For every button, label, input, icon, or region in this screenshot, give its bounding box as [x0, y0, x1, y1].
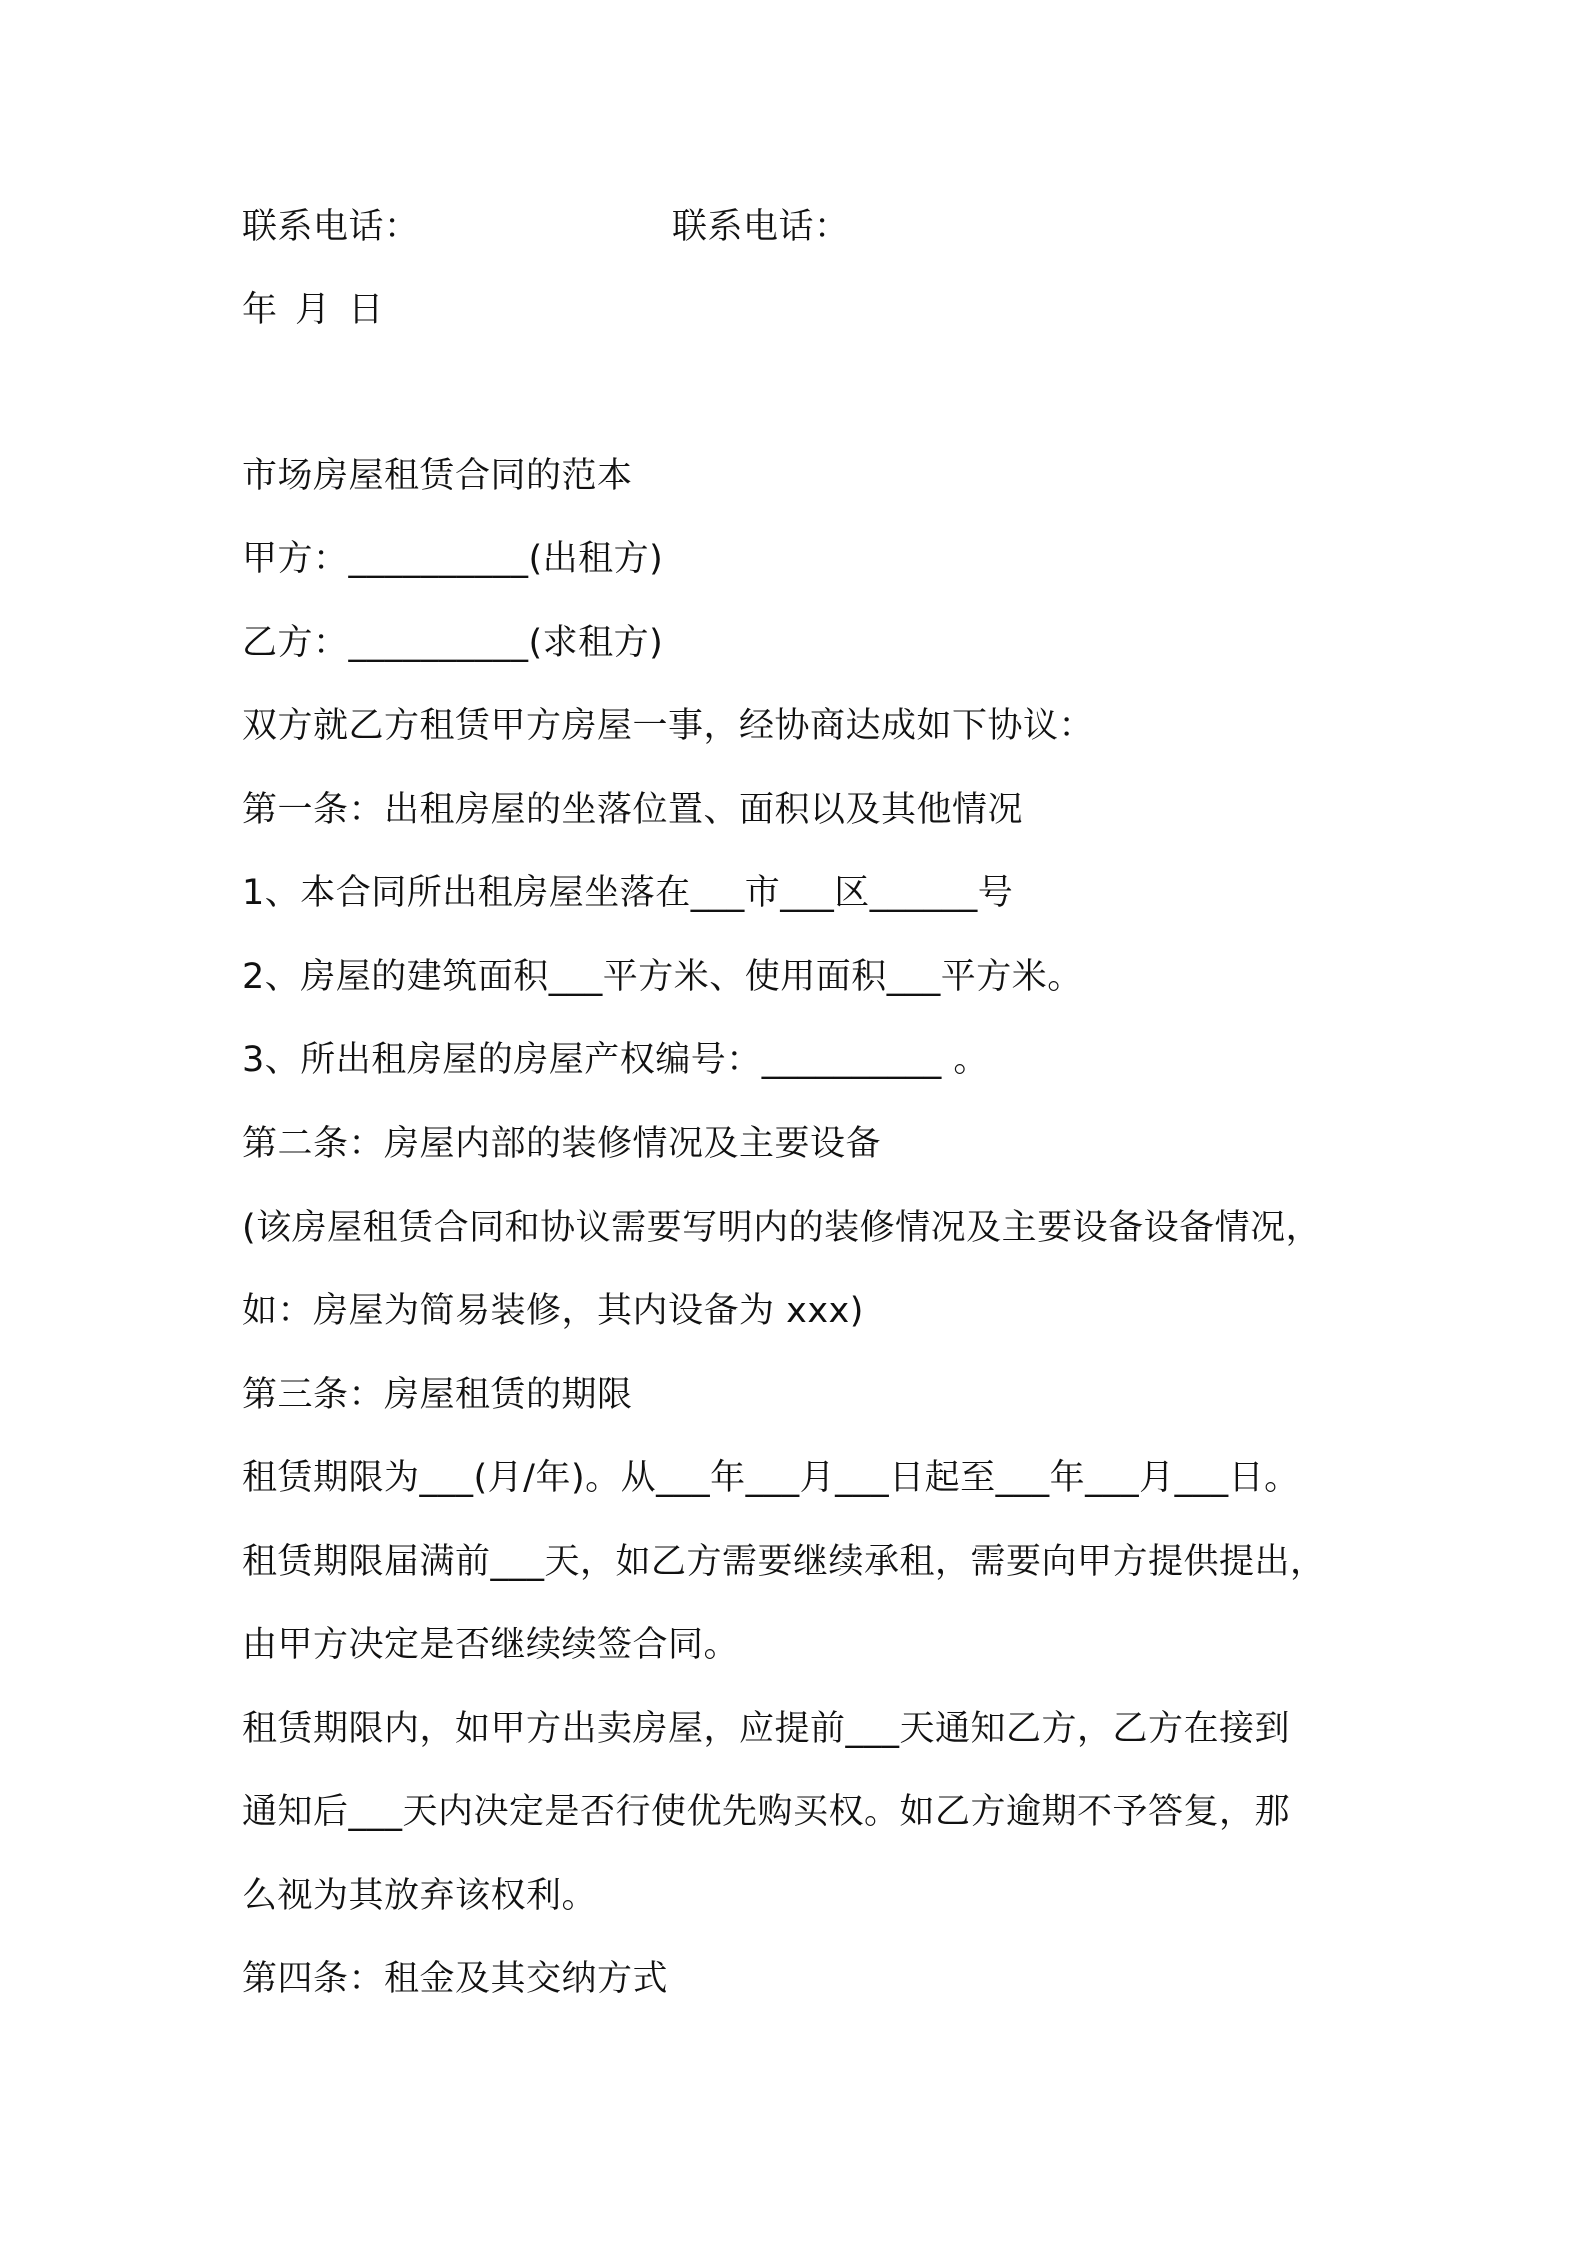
party-b-line: 乙方：__________(求租方)	[242, 623, 664, 663]
article4-heading: 第四条：租金及其交纳方式	[242, 1959, 669, 1999]
article3-sale-line3: 么视为其放弃该权利。	[242, 1876, 598, 1916]
article1-item3: 3、所出租房屋的房屋产权编号：__________ 。	[242, 1040, 989, 1080]
article3-renew-line2: 由甲方决定是否继续续签合同。	[242, 1625, 740, 1665]
date-line: 年 月 日	[242, 290, 384, 330]
article1-item1: 1、本合同所出租房屋坐落在___市___区______号	[242, 873, 1014, 913]
party-b-contact-label: 联系电话：	[672, 207, 850, 247]
article3-sale-line2: 通知后___天内决定是否行使优先购买权。如乙方逾期不予答复，那	[242, 1792, 1291, 1832]
party-a-line: 甲方：__________(出租方)	[242, 539, 664, 579]
article2-note-line1: (该房屋租赁合同和协议需要写明内的装修情况及主要设备设备情况，	[242, 1208, 1322, 1248]
article1-item2: 2、房屋的建筑面积___平方米、使用面积___平方米。	[242, 957, 1083, 997]
article3-term: 租赁期限为___(月/年)。从___年___月___日起至___年___月___日。	[242, 1458, 1300, 1498]
document-title: 市场房屋租赁合同的范本	[242, 456, 633, 496]
article2-note-line2: 如：房屋为简易装修，其内设备为 xxx)	[242, 1291, 864, 1331]
article2-heading: 第二条：房屋内部的装修情况及主要设备	[242, 1124, 882, 1164]
intro-paragraph: 双方就乙方租赁甲方房屋一事，经协商达成如下协议：	[242, 706, 1095, 746]
article3-renew-line1: 租赁期限届满前___天，如乙方需要继续承租，需要向甲方提供提出，	[242, 1542, 1326, 1582]
article3-heading: 第三条：房屋租赁的期限	[242, 1375, 633, 1415]
article1-heading: 第一条：出租房屋的坐落位置、面积以及其他情况	[242, 790, 1024, 830]
party-a-contact-label: 联系电话：	[242, 207, 420, 247]
article3-sale-line1: 租赁期限内，如甲方出卖房屋，应提前___天通知乙方，乙方在接到	[242, 1709, 1291, 1749]
